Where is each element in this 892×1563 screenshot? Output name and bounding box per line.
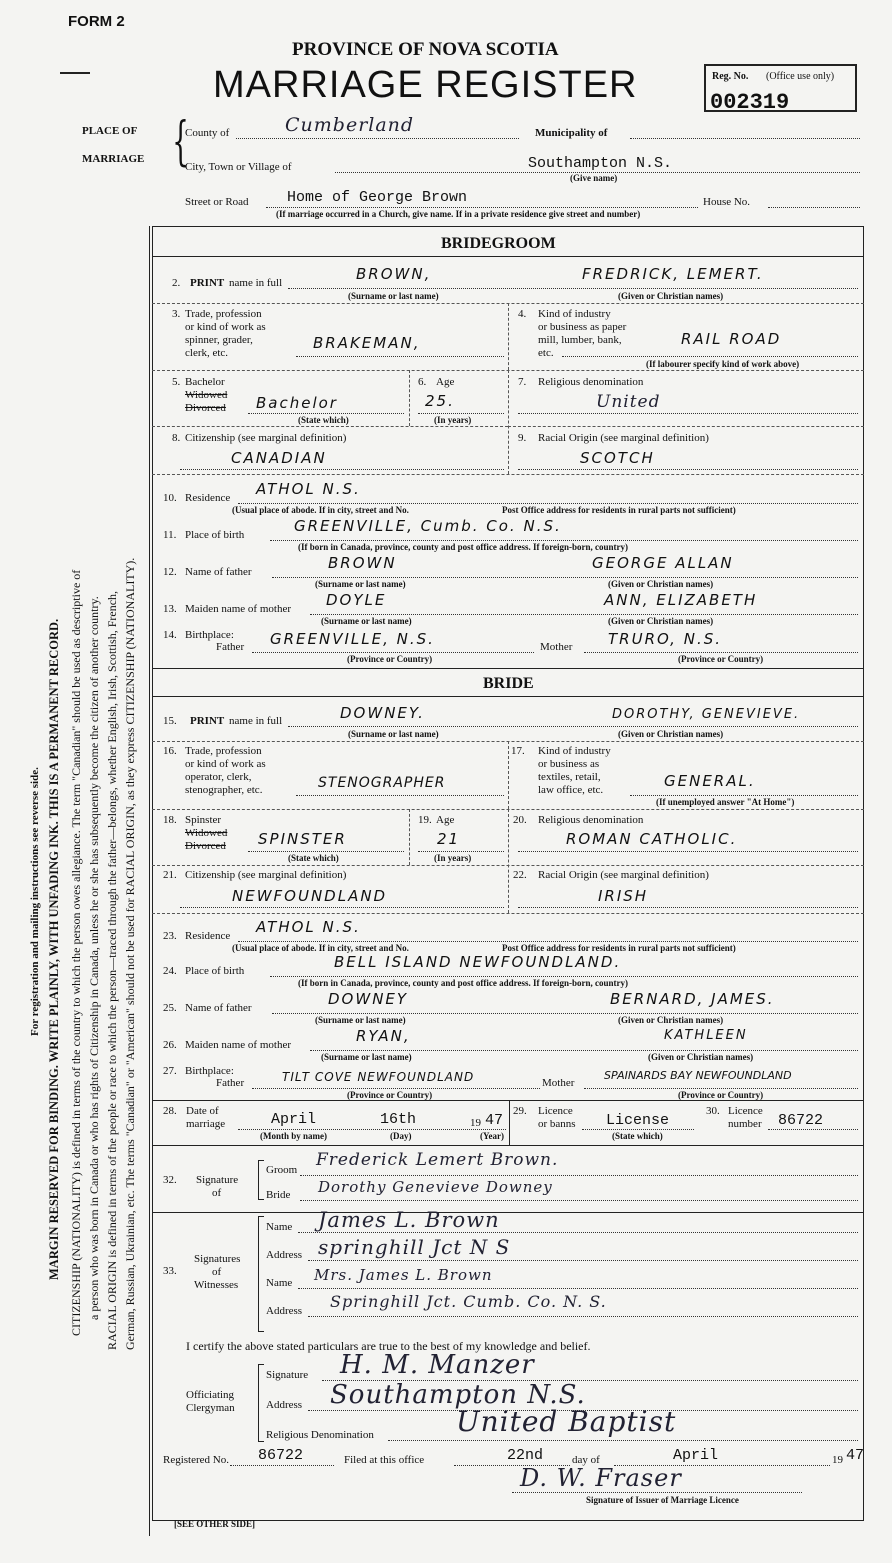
marriage-label: MARRIAGE bbox=[82, 153, 145, 165]
page-title: MARRIAGE REGISTER bbox=[213, 64, 638, 106]
clergy-signature-label: Signature bbox=[266, 1369, 309, 1381]
status-option: Divorced bbox=[185, 840, 226, 852]
form-number: FORM 2 bbox=[68, 13, 125, 30]
reg-number-box bbox=[704, 64, 857, 115]
name-in-full-label: name in full bbox=[229, 715, 283, 727]
residence-note: Post Office address for residents in rural parts not sufficient) bbox=[502, 943, 736, 953]
industry-label: law office, etc. bbox=[538, 784, 604, 796]
given-note: (Given or Christian names) bbox=[608, 579, 714, 589]
groom-marital-status: Bachelor bbox=[256, 394, 338, 412]
groom-father-given: GEORGE ALLAN bbox=[592, 554, 734, 572]
witness-address-label: Address bbox=[266, 1305, 303, 1317]
groom-religion: United bbox=[596, 392, 661, 412]
registered-no-label: Registered No. bbox=[163, 1454, 229, 1466]
reg-number-value: 002319 bbox=[710, 90, 790, 115]
give-name-note: (Give name) bbox=[570, 173, 618, 183]
witness-name-label: Name bbox=[266, 1277, 293, 1289]
filed-year: 47 bbox=[846, 1447, 865, 1464]
margin-citizenship-def: CITIZENSHIP (NATIONALITY) is defined in terms of the country to which the person owes allegiance. The term "Canadian" should be used as descriptive of bbox=[69, 569, 83, 1336]
residence-label: Residence bbox=[185, 492, 231, 504]
bride-mother-surname: RYAN, bbox=[356, 1027, 411, 1045]
witness-address-label: Address bbox=[266, 1249, 303, 1261]
item-number: 9. bbox=[518, 432, 527, 444]
status-option: Widowed bbox=[185, 827, 228, 839]
item-number: 24. bbox=[163, 965, 177, 977]
father-label: Name of father bbox=[185, 566, 252, 578]
clergy-denomination: United Baptist bbox=[456, 1405, 677, 1438]
licence-number-label: number bbox=[728, 1118, 762, 1130]
bride-father-given: BERNARD, JAMES. bbox=[610, 990, 775, 1008]
trade-label: stenographer, etc. bbox=[185, 784, 263, 796]
trade-label: or kind of work as bbox=[185, 321, 266, 333]
street-label: Street or Road bbox=[185, 196, 249, 208]
trade-label: or kind of work as bbox=[185, 758, 266, 770]
surname-note: (Surname or last name) bbox=[348, 291, 439, 301]
item-number: 28. bbox=[163, 1105, 177, 1117]
clergy-bracket bbox=[258, 1364, 264, 1442]
state-which-note: (State which) bbox=[298, 415, 349, 425]
item-number: 32. bbox=[163, 1174, 177, 1186]
item-number: 25. bbox=[163, 1002, 177, 1014]
groom-father-surname: BROWN bbox=[328, 554, 397, 572]
birth-note: (If born in Canada, province, county and post office address. If foreign-born, country) bbox=[298, 978, 629, 988]
groom-label: Groom bbox=[266, 1164, 298, 1176]
item-number: 22. bbox=[513, 869, 527, 881]
witness-name-label: Name bbox=[266, 1221, 293, 1233]
item-number: 7. bbox=[518, 376, 527, 388]
groom-residence: ATHOL N.S. bbox=[256, 480, 361, 498]
item-number: 16. bbox=[163, 745, 177, 757]
bride-mother-birthplace: SPAINARDS BAY NEWFOUNDLAND bbox=[604, 1069, 792, 1082]
item-number: 10. bbox=[163, 492, 177, 504]
house-label: House No. bbox=[703, 196, 751, 208]
mother-label: Mother bbox=[540, 641, 573, 653]
witnesses-label: Signatures bbox=[194, 1253, 241, 1265]
reg-office-note: (Office use only) bbox=[766, 71, 835, 82]
province-heading: PROVINCE OF NOVA SCOTIA bbox=[292, 39, 559, 60]
bride-age: 21 bbox=[437, 830, 461, 848]
licence-label: Licence bbox=[538, 1105, 573, 1117]
birthplace-label: Birthplace: bbox=[185, 629, 234, 641]
officiating-label: Clergyman bbox=[186, 1402, 235, 1414]
groom-mother-surname: DOYLE bbox=[326, 591, 387, 609]
municipality-label: Municipality of bbox=[535, 127, 608, 139]
margin-citizenship-def-2: a person who was born in Canada or who has rights of Citizenship in Canada, unless he or she has subsequently become the citizen of another country. bbox=[87, 596, 101, 1320]
witness2-address: Springhill Jct. Cumb. Co. N. S. bbox=[330, 1292, 607, 1311]
bride-heading: BRIDE bbox=[483, 675, 534, 692]
groom-given-names: FREDRICK, LEMERT. bbox=[582, 265, 764, 283]
status-option: Bachelor bbox=[185, 376, 225, 388]
groom-mother-given: ANN, ELIZABETH bbox=[604, 591, 758, 609]
item-number: 20. bbox=[513, 814, 527, 826]
surname-note: (Surname or last name) bbox=[315, 579, 406, 589]
groom-age: 25. bbox=[425, 392, 455, 410]
item-number: 5. bbox=[172, 376, 181, 388]
officiating-label: Officiating bbox=[186, 1389, 235, 1401]
state-which-note: (State which) bbox=[612, 1131, 663, 1141]
date-label: marriage bbox=[186, 1118, 226, 1130]
racial-origin-label: Racial Origin (see marginal definition) bbox=[538, 869, 709, 881]
item-number: 18. bbox=[163, 814, 177, 826]
industry-note: (If unemployed answer "At Home") bbox=[656, 797, 795, 807]
date-label: Date of bbox=[186, 1105, 219, 1117]
given-note: (Given or Christian names) bbox=[618, 291, 724, 301]
surname-note: (Surname or last name) bbox=[321, 616, 412, 626]
industry-label: or business as bbox=[538, 758, 600, 770]
registered-number: 86722 bbox=[258, 1447, 304, 1464]
issuer-label: Signature of Issuer of Marriage Licence bbox=[586, 1495, 739, 1505]
clergy-signature: H. M. Manzer bbox=[340, 1350, 535, 1380]
in-years-note: (In years) bbox=[434, 853, 472, 863]
prov-country-note: (Province or Country) bbox=[347, 654, 433, 664]
given-note: (Given or Christian names) bbox=[618, 729, 724, 739]
item-number: 12. bbox=[163, 566, 177, 578]
item-number: 30. bbox=[706, 1105, 720, 1117]
marriage-year: 47 bbox=[485, 1112, 504, 1129]
licence-number-label: Licence bbox=[728, 1105, 763, 1117]
bride-father-birthplace: TILT COVE NEWFOUNDLAND bbox=[282, 1070, 475, 1084]
bride-given-names: DOROTHY, GENEVIEVE. bbox=[612, 707, 801, 722]
marriage-day: 16th bbox=[380, 1111, 417, 1128]
city-value: Southampton N.S. bbox=[528, 155, 673, 172]
marriage-month: April bbox=[271, 1111, 317, 1128]
year-note: (Year) bbox=[480, 1131, 504, 1141]
witnesses-label: Witnesses bbox=[194, 1279, 239, 1291]
margin-binding-notice: MARGIN RESERVED FOR BINDING. WRITE PLAINLY, WITH UNFADING INK. THIS IS A PERMANENT RECORD. bbox=[47, 618, 61, 1280]
citizenship-label: Citizenship (see marginal definition) bbox=[185, 432, 347, 444]
bride-industry: GENERAL. bbox=[664, 772, 756, 790]
name-in-full-label: name in full bbox=[229, 277, 283, 289]
trade-label: clerk, etc. bbox=[185, 347, 229, 359]
item-number: 17. bbox=[511, 745, 525, 757]
residence-note: (Usual place of abode. If in city, street and No. bbox=[232, 943, 409, 953]
groom-trade: BRAKEMAN, bbox=[313, 334, 421, 352]
surname-note: (Surname or last name) bbox=[348, 729, 439, 739]
item-number: 2. bbox=[172, 277, 181, 289]
see-other-side: [SEE OTHER SIDE] bbox=[174, 1519, 256, 1529]
residence-label: Residence bbox=[185, 930, 231, 942]
groom-signature: Frederick Lemert Brown. bbox=[316, 1150, 559, 1170]
given-note: (Given or Christian names) bbox=[608, 616, 714, 626]
mother-label: Mother bbox=[542, 1077, 575, 1089]
bride-father-surname: DOWNEY bbox=[328, 990, 409, 1008]
item-number: 11. bbox=[163, 529, 177, 541]
surname-note: (Surname or last name) bbox=[315, 1015, 406, 1025]
signature-bracket bbox=[258, 1160, 264, 1200]
county-value: Cumberland bbox=[285, 114, 415, 136]
item-number: 4. bbox=[518, 308, 527, 320]
item-number: 19. bbox=[418, 814, 432, 826]
day-note: (Day) bbox=[390, 1131, 412, 1141]
item-number: 13. bbox=[163, 603, 177, 615]
bride-label: Bride bbox=[266, 1189, 291, 1201]
county-label: County of bbox=[185, 127, 230, 139]
bride-signature: Dorothy Genevieve Downey bbox=[318, 1178, 553, 1196]
trade-label: Trade, profession bbox=[185, 745, 262, 757]
margin-racial-def: RACIAL ORIGIN is defined in terms of the people or race to which the person—traced through the father—belongs, whether English, Irish, Scottish, French, bbox=[105, 590, 119, 1350]
groom-mother-birthplace: TRURO, N.S. bbox=[608, 630, 722, 648]
filed-month: April bbox=[673, 1447, 719, 1464]
certification-statement: I certify the above stated particulars are true to the best of my knowledge and belief. bbox=[186, 1339, 591, 1353]
groom-citizenship: CANADIAN bbox=[231, 449, 327, 467]
status-option: Divorced bbox=[185, 402, 226, 414]
bride-residence: ATHOL N.S. bbox=[256, 918, 361, 936]
place-brace: { bbox=[172, 112, 189, 172]
print-label: PRINT bbox=[190, 715, 225, 727]
industry-label: Kind of industry bbox=[538, 745, 611, 757]
signature-label: of bbox=[212, 1187, 222, 1199]
item-number: 15. bbox=[163, 715, 177, 727]
signature-label: Signature bbox=[196, 1174, 239, 1186]
status-option: Widowed bbox=[185, 389, 228, 401]
item-number: 14. bbox=[163, 629, 177, 641]
binding-dash bbox=[60, 72, 90, 74]
industry-label: mill, lumber, bank, bbox=[538, 334, 622, 346]
item-number: 3. bbox=[172, 308, 181, 320]
industry-label: or business as paper bbox=[538, 321, 627, 333]
place-of-birth-label: Place of birth bbox=[185, 529, 245, 541]
item-number: 29. bbox=[513, 1105, 527, 1117]
father-label: Name of father bbox=[185, 1002, 252, 1014]
trade-label: spinner, grader, bbox=[185, 334, 253, 346]
item-number: 21. bbox=[163, 869, 177, 881]
margin-racial-def-2: German, Russian, Ukrainian, etc. The terms "Canadian" or "American" should not be used for RACIAL ORIGIN, as they express CITIZENSHIP (NATIONALITY). bbox=[123, 557, 137, 1350]
religion-label: Religious denomination bbox=[538, 814, 644, 826]
clergy-address-label: Address bbox=[266, 1399, 303, 1411]
witness-bracket bbox=[258, 1216, 264, 1332]
prov-country-note: (Province or Country) bbox=[347, 1090, 433, 1100]
bride-marital-status: SPINSTER bbox=[258, 830, 347, 848]
groom-industry: RAIL ROAD bbox=[681, 330, 782, 348]
reg-number-label: Reg. No. bbox=[712, 71, 749, 82]
street-note: (If marriage occurred in a Church, give name. If in a private residence give street and number) bbox=[276, 209, 641, 219]
father-label: Father bbox=[216, 641, 245, 653]
filed-label: Filed at this office bbox=[344, 1454, 425, 1466]
industry-label: Kind of industry bbox=[538, 308, 611, 320]
groom-place-of-birth: GREENVILLE, Cumb. Co. N.S. bbox=[294, 517, 562, 535]
citizenship-label: Citizenship (see marginal definition) bbox=[185, 869, 347, 881]
denomination-label: Religious Denomination bbox=[266, 1429, 374, 1441]
bride-mother-given: KATHLEEN bbox=[664, 1028, 748, 1043]
item-number: 33. bbox=[163, 1265, 177, 1277]
item-number: 8. bbox=[172, 432, 181, 444]
licence-number: 86722 bbox=[778, 1112, 824, 1129]
religion-label: Religious denomination bbox=[538, 376, 644, 388]
day-of-label: day of bbox=[572, 1454, 600, 1466]
witness1-address: springhill Jct N S bbox=[318, 1235, 511, 1259]
bride-surname: DOWNEY. bbox=[340, 704, 425, 722]
place-of-label: PLACE OF bbox=[82, 125, 138, 137]
licence-label: or banns bbox=[538, 1118, 576, 1130]
given-note: (Given or Christian names) bbox=[618, 1015, 724, 1025]
mother-label: Maiden name of mother bbox=[185, 603, 291, 615]
given-note: (Given or Christian names) bbox=[648, 1052, 754, 1062]
groom-surname: BROWN, bbox=[356, 265, 432, 283]
industry-label: textiles, retail, bbox=[538, 771, 601, 783]
industry-note: (If labourer specify kind of work above) bbox=[646, 359, 800, 369]
witness2-name: Mrs. James L. Brown bbox=[314, 1266, 493, 1284]
bride-racial-origin: IRISH bbox=[598, 887, 649, 905]
witness1-name: James L. Brown bbox=[318, 1208, 500, 1232]
bride-place-of-birth: BELL ISLAND NEWFOUNDLAND. bbox=[334, 953, 622, 971]
bridegroom-heading: BRIDEGROOM bbox=[441, 235, 556, 252]
margin-instructions: For registration and mailing instructions see reverse side. bbox=[29, 767, 41, 1036]
month-note: (Month by name) bbox=[260, 1131, 327, 1141]
state-which-note: (State which) bbox=[288, 853, 339, 863]
groom-father-birthplace: GREENVILLE, N.S. bbox=[270, 630, 435, 648]
groom-racial-origin: SCOTCH bbox=[580, 449, 655, 467]
birth-note: (If born in Canada, province, county and post office address. If foreign-born, country) bbox=[298, 542, 629, 552]
residence-note: Post Office address for residents in rural parts not sufficient) bbox=[502, 505, 736, 515]
year-prefix: 19 bbox=[832, 1454, 843, 1466]
place-of-birth-label: Place of birth bbox=[185, 965, 245, 977]
witnesses-label: of bbox=[212, 1266, 222, 1278]
age-label: Age bbox=[436, 376, 455, 388]
bride-religion: ROMAN CATHOLIC. bbox=[566, 830, 738, 848]
industry-label: etc. bbox=[538, 347, 554, 359]
filed-day: 22nd bbox=[507, 1447, 544, 1464]
city-label: City, Town or Village of bbox=[185, 161, 292, 173]
year-prefix: 19 bbox=[470, 1117, 481, 1129]
item-number: 6. bbox=[418, 376, 427, 388]
bride-trade: STENOGRAPHER bbox=[318, 775, 446, 791]
licence-or-banns: License bbox=[606, 1112, 670, 1129]
status-option: Spinster bbox=[185, 814, 222, 826]
mother-label: Maiden name of mother bbox=[185, 1039, 291, 1051]
surname-note: (Surname or last name) bbox=[321, 1052, 412, 1062]
in-years-note: (In years) bbox=[434, 415, 472, 425]
age-label: Age bbox=[436, 814, 455, 826]
prov-country-note: (Province or Country) bbox=[678, 1090, 764, 1100]
item-number: 26. bbox=[163, 1039, 177, 1051]
issuer-signature: D. W. Fraser bbox=[520, 1464, 682, 1492]
racial-origin-label: Racial Origin (see marginal definition) bbox=[538, 432, 709, 444]
item-number: 23. bbox=[163, 930, 177, 942]
item-number: 27. bbox=[163, 1065, 177, 1077]
prov-country-note: (Province or Country) bbox=[678, 654, 764, 664]
father-label: Father bbox=[216, 1077, 245, 1089]
street-value: Home of George Brown bbox=[287, 189, 468, 206]
print-label: PRINT bbox=[190, 277, 225, 289]
trade-label: operator, clerk, bbox=[185, 771, 252, 783]
birthplace-label: Birthplace: bbox=[185, 1065, 234, 1077]
bride-citizenship: NEWFOUNDLAND bbox=[232, 887, 388, 905]
clergy-address: Southampton N.S. bbox=[330, 1380, 586, 1410]
residence-note: (Usual place of abode. If in city, street and No. bbox=[232, 505, 409, 515]
trade-label: Trade, profession bbox=[185, 308, 262, 320]
